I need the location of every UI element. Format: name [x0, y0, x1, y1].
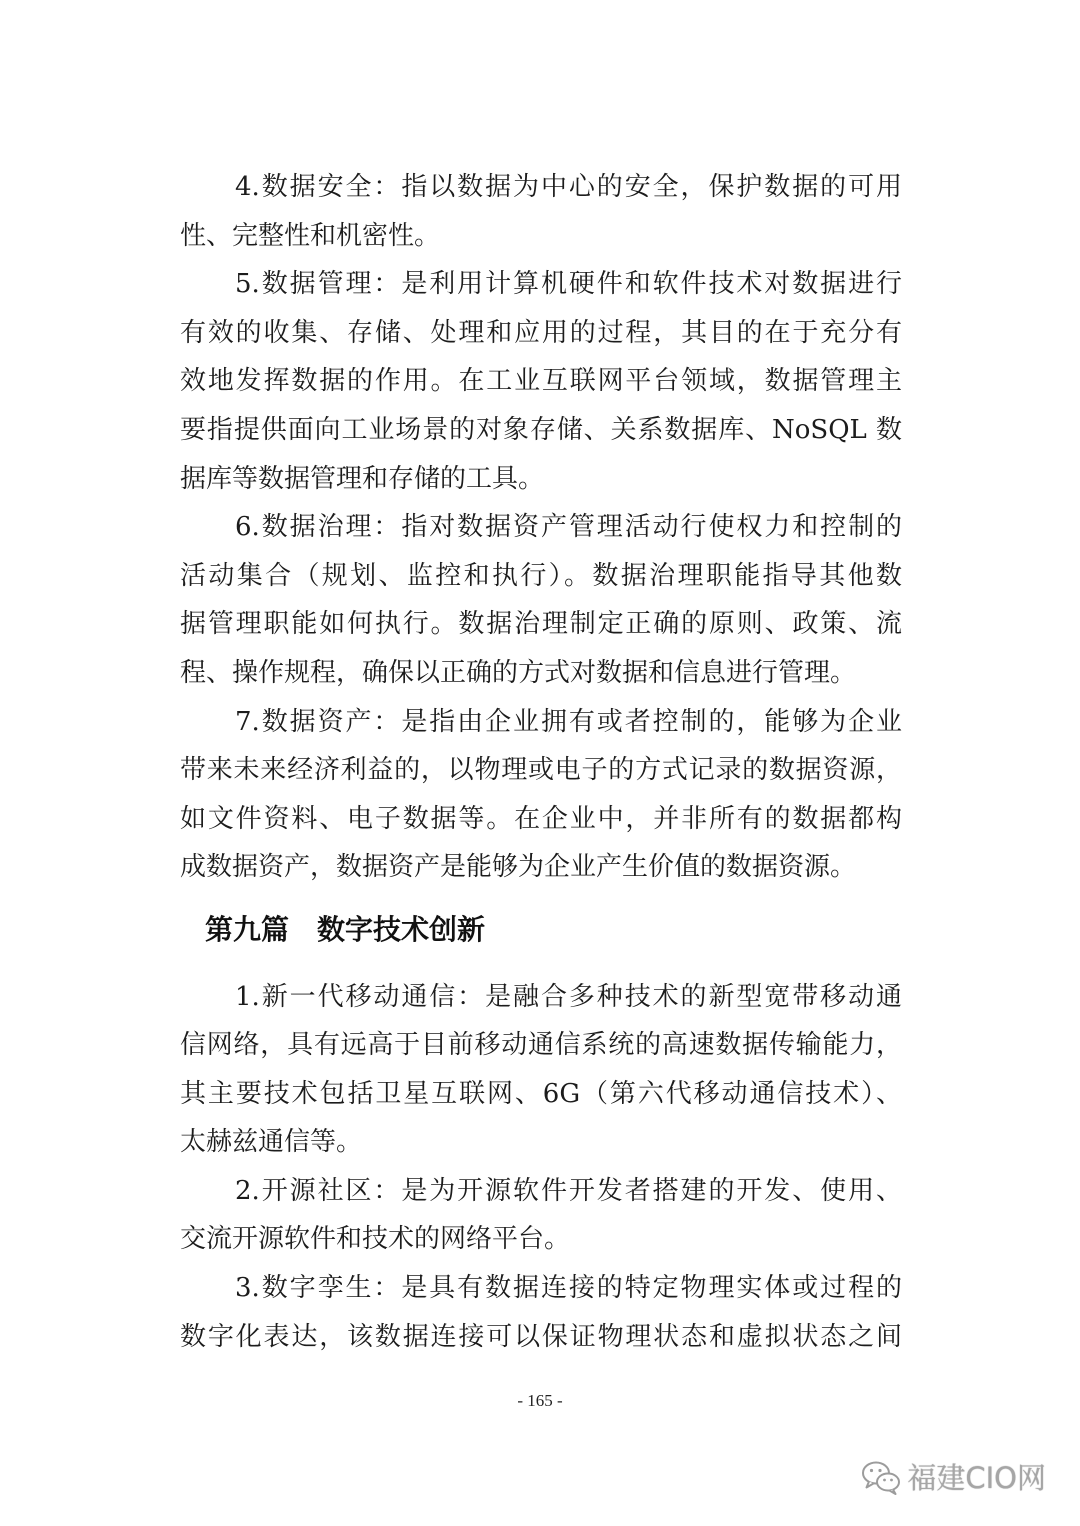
paragraph-line: 要指提供面向工业场景的对象存储、关系数据库、NoSQL 数 — [180, 414, 902, 445]
paragraph-line: 其主要技术包括卫星互联网、6G（第六代移动通信技术）、 — [180, 1078, 902, 1109]
paragraph-line: 如文件资料、电子数据等。在企业中，并非所有的数据都构 — [180, 803, 902, 834]
watermark — [861, 1457, 1046, 1499]
page-body — [180, 163, 902, 1361]
paragraph-line: 6.数据治理：指对数据资产管理活动行使权力和控制的 — [235, 512, 902, 543]
entry-data-management — [180, 260, 902, 503]
watermark-text: 福建CIO网 — [907, 1461, 1046, 1495]
paragraph-line: 据库等数据管理和存储的工具。 — [180, 463, 545, 494]
paragraph-line: 5.数据管理：是利用计算机硬件和软件技术对数据进行 — [235, 269, 902, 300]
paragraph-line: 性、完整性和机密性。 — [180, 220, 441, 251]
section-heading: 第九篇 数字技术创新 — [205, 912, 486, 946]
entry-next-gen-mobile-communication — [180, 973, 902, 1167]
paragraph-line: 程、操作规程，确保以正确的方式对数据和信息进行管理。 — [180, 657, 857, 688]
paragraph-line: 1.新一代移动通信：是融合多种技术的新型宽带移动通 — [235, 981, 902, 1012]
paragraph-line: 2.开源社区：是为开源软件开发者搭建的开发、使用、 — [235, 1175, 902, 1206]
entry-data-assets — [180, 698, 902, 892]
paragraph-line: 据管理职能如何执行。数据治理制定正确的原则、政策、流 — [180, 609, 902, 640]
paragraph-line: 太赫兹通信等。 — [180, 1127, 363, 1158]
paragraph-line: 7.数据资产：是指由企业拥有或者控制的，能够为企业 — [235, 706, 902, 737]
paragraph-line: 交流开源软件和技术的网络平台。 — [180, 1224, 571, 1255]
entry-data-governance — [180, 503, 902, 697]
entry-data-security — [180, 163, 902, 260]
paragraph-line: 活动集合（规划、监控和执行）。数据治理职能指导其他数 — [180, 560, 902, 591]
page-number: - 165 - — [517, 1391, 563, 1410]
paragraph-line: 有效的收集、存储、处理和应用的过程，其目的在于充分有 — [180, 317, 902, 348]
paragraph-line: 带来未来经济利益的，以物理或电子的方式记录的数据资源， — [180, 755, 902, 786]
paragraph-line: 3.数字孪生：是具有数据连接的特定物理实体或过程的 — [235, 1273, 902, 1304]
paragraph-line: 成数据资产，数据资产是能够为企业产生价值的数据资源。 — [180, 852, 857, 883]
entry-open-source-community — [180, 1167, 902, 1264]
paragraph-line: 数字化表达，该数据连接可以保证物理状态和虚拟状态之间 — [180, 1321, 902, 1352]
wechat-icon — [861, 1460, 901, 1496]
entry-digital-twin — [180, 1264, 902, 1361]
paragraph-line: 4.数据安全：指以数据为中心的安全，保护数据的可用 — [235, 172, 902, 202]
paragraph-line: 信网络，具有远高于目前移动通信系统的高速数据传输能力， — [180, 1030, 902, 1061]
paragraph-line: 效地发挥数据的作用。在工业互联网平台领域，数据管理主 — [180, 366, 902, 397]
